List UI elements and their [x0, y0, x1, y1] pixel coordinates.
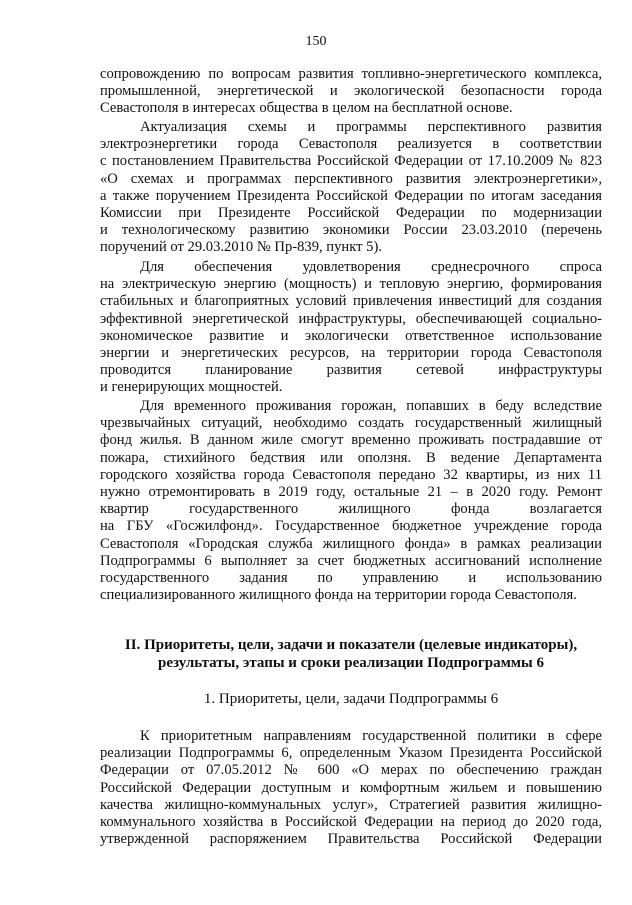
text-line: К приоритетным направлениям государственной политики в сфере: [140, 728, 602, 744]
text-line: Севастополя «Городская служба жилищного фонда» в рамках реализации: [100, 535, 602, 552]
subsection-heading: 1. Приоритеты, цели, задачи Подпрограммы 6: [203, 691, 499, 707]
text-line: утвержденной распоряжением Правительства Российской Федерации: [100, 831, 602, 848]
text-line: на ГБУ «Госжилфонд». Государственное бюджетное учреждение города: [100, 518, 602, 535]
text-line: эффективной энергетической инфраструктуры, обеспечивающей социально-: [100, 310, 602, 327]
text-line: чрезвычайных ситуаций, необходимо создать государственный жилищный: [100, 415, 602, 432]
text-line: промышленной, энергетической и экологической безопасности города: [100, 83, 602, 100]
text-line: качества жилищно-коммунальных услуг», Стратегией развития жилищно-: [100, 796, 602, 813]
text-line: стабильных и благоприятных условий привлечения инвестиций для создания: [100, 293, 602, 310]
text-line: Для временного проживания горожан, попавших в беду вследствие: [140, 398, 602, 414]
text-line: Актуализация схемы и программы перспективного развития: [140, 119, 602, 135]
text-line: нужно отремонтировать в 2019 году, остальные 21 – в 2020 году. Ремонт: [100, 484, 602, 501]
text-line: пожара, стихийного бедствия или оползня. В ведение Департамента: [100, 449, 602, 466]
paragraph-power-scheme: [100, 119, 602, 257]
text-line: и генерирующих мощностей.: [100, 379, 283, 396]
text-line: Федерации от 07.05.2012 № 600 «О мерах по обеспечению граждан: [100, 762, 602, 779]
text-line: энергии и энергетических ресурсов, на территории города Севастополя: [100, 345, 602, 362]
text-line: а также поручением Президента Российской Федерации по итогам заседания: [100, 187, 602, 204]
paragraph-priorities: [100, 728, 602, 848]
text-line: Российской Федерации доступным и комфортным жильем и повышению: [100, 779, 602, 796]
text-line: Для обеспечения удовлетворения среднесрочного спроса: [140, 259, 602, 275]
paragraph-energy-support: [100, 66, 602, 118]
text-line: квартир государственного жилищного фонда возлагается: [100, 501, 602, 518]
text-line: сопровождению по вопросам развития топливно-энергетического комплекса,: [100, 66, 602, 82]
section-heading-line: II. Приоритеты, цели, задачи и показатели (целевые индикаторы),: [124, 637, 578, 653]
text-line: поручений от 29.03.2010 № Пр-839, пункт 5).: [100, 239, 382, 256]
text-line: электроэнергетики города Севастополя реализуется в соответствии: [100, 136, 602, 153]
text-line: Подпрограммы 6 выполняет за счет бюджетных ассигнований исполнение: [100, 552, 602, 569]
text-line: Комиссии при Президенте Российской Федерации по модернизации: [100, 205, 602, 222]
text-line: фонд жилья. В данном жиле смогут временно проживать пострадавшие от: [100, 432, 602, 449]
text-line: государственного задания по управлению и использованию: [100, 570, 602, 587]
text-line: коммунального хозяйства в Российской Федерации на период до 2020 года,: [100, 814, 602, 831]
paragraph-temporary-housing: [100, 398, 602, 604]
text-line: Севастополя в интересах общества в целом на бесплатной основе.: [100, 100, 513, 117]
section-heading: [100, 636, 602, 672]
text-line: «О схемах и программах перспективного развития электроэнергетики»,: [100, 170, 602, 187]
text-line: с постановлением Правительства Российской Федерации от 17.10.2009 № 823: [100, 153, 602, 170]
text-line: городского хозяйства города Севастополя передано 32 квартиры, из них 11: [100, 466, 602, 483]
text-line: реализации Подпрограммы 6, определенным Указом Президента Российской: [100, 745, 602, 762]
text-line: на электрическую энергию (мощность) и тепловую энергию, формирования: [100, 276, 602, 293]
text-line: специализированного жилищного фонда на территории города Севастополя.: [100, 587, 577, 604]
text-line: и технологическому развитию экономики России 23.03.2010 (перечень: [100, 222, 602, 239]
text-line: экономическое развитие и экологически ответственное использование: [100, 327, 602, 344]
paragraph-demand-supply: [100, 259, 602, 397]
page-number: 150: [305, 34, 327, 49]
section-heading-line: результаты, этапы и сроки реализации Подпрограммы 6: [158, 655, 544, 671]
text-line: проводится планирование развития сетевой инфраструктуры: [100, 362, 602, 379]
